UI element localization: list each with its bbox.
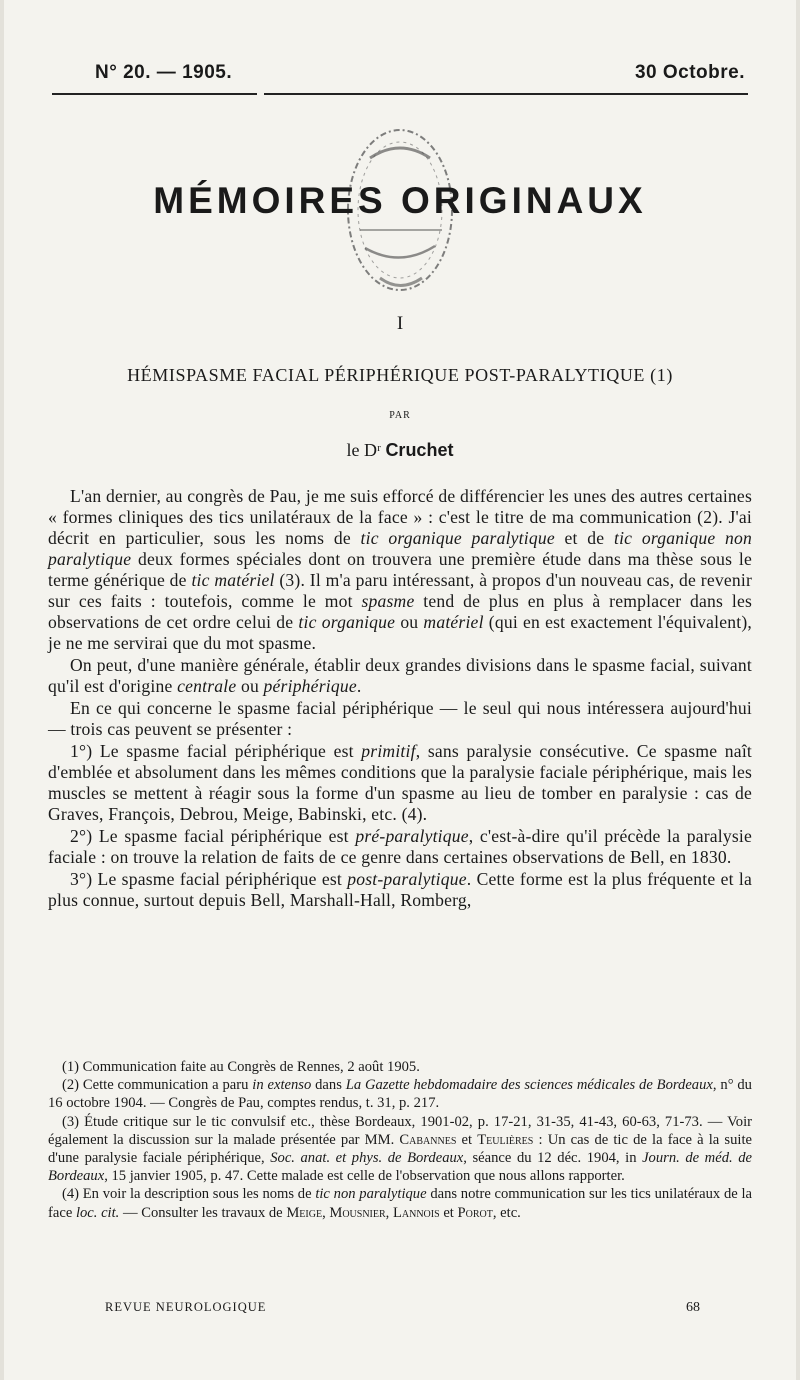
paragraph-4: 1°) Le spasme facial périphérique est primitif, sans paralysie consécutive. Ce spasme naît d'emblée et absolument dans les mêmes conditions que la paralysie faciale périphérique, mais les muscles se mettent à réagir sous la forme d'un spasme au lieu de tomber en paralysie : cas de Graves, François, Debrou, Meige, Babinski, etc. (4).: [48, 741, 752, 824]
article-number: I: [396, 313, 404, 334]
author-prefix: le Dʳ: [346, 440, 381, 460]
running-footer: [105, 1300, 700, 1320]
paragraph-1: L'an dernier, au congrès de Pau, je me suis efforcé de différencier les unes des autres certaines « formes cliniques des tics unilatéraux de la face » : c'est le titre de ma communication (2). J'ai décrit en particulier, sous les noms de tic organique paralytique et de tic organique non paralytique deux formes spéciales dont on trouvera une première étude dans ma thèse sous le terme générique de tic matériel (3). Il m'a paru intéressant, à propos d'un nouveau cas, de revenir sur ces faits : toutefois, comme le mot spasme tend de plus en plus à remplacer dans les observations de cet ordre celui de tic organique ou matériel (qui en est exactement l'équivalent), je ne me servirai que du mot spasme.: [48, 486, 752, 653]
journal-name: REVUE NEUROLOGIQUE: [105, 1300, 267, 1314]
page-number: 68: [686, 1300, 700, 1315]
footnote-3: (3) Étude critique sur le tic convulsif etc., thèse Bordeaux, 1901-02, p. 17-21, 31-35, 41-43, 60-63, 71-73. — Voir également la discussion sur la malade présentée par MM. Cabannes et Teulières : Un cas de tic de la face à la suite d'une paralysie faciale périphérique, Soc. anat. et phys. de Bordeaux, séance du 12 déc. 1904, in Journ. de méd. de Bordeaux, 15 janvier 1905, p. 47. Cette malade est celle de l'observation que nous allons rapporter.: [48, 1113, 752, 1185]
author-line: [0, 440, 800, 461]
paragraph-6: 3°) Le spasme facial périphérique est post-paralytique. Cette forme est la plus fréquente et la plus connue, surtout depuis Bell, Marshall-Hall, Romberg,: [48, 869, 753, 910]
footnote-1: (1) Communication faite au Congrès de Rennes, 2 août 1905.: [62, 1059, 420, 1075]
issue-number: N° 20. — 1905.: [95, 62, 233, 83]
header-rule-left: [52, 93, 257, 95]
article-title: HÉMISPASME FACIAL PÉRIPHÉRIQUE POST-PARALYTIQUE (1): [127, 365, 673, 385]
footnotes: [48, 1058, 752, 1222]
article-body: [48, 486, 752, 911]
paragraph-5: 2°) Le spasme facial périphérique est pré-paralytique, c'est-à-dire qu'il précède la paralysie faciale : on trouve la relation de faits de ce genre dans certaines observations de Bell, en 1830.: [48, 826, 753, 867]
section-title: MÉMOIRES ORIGINAUX: [153, 180, 647, 221]
author-name: Cruchet: [385, 440, 454, 460]
footnote-4: (4) En voir la description sous les noms de tic non paralytique dans notre communication sur les tics unilatéraux de la face loc. cit. — Consulter les travaux de Meige, Mousnier, Lannois et Porot, etc.: [48, 1186, 753, 1221]
paragraph-2: On peut, d'une manière générale, établir deux grandes divisions dans le spasme facial, suivant qu'il est d'origine centrale ou périphérique.: [48, 655, 752, 696]
paragraph-3: En ce qui concerne le spasme facial périphérique — le seul qui nous intéressera aujourd'hui — trois cas peuvent se présenter :: [48, 698, 752, 739]
header-rule-right: [264, 93, 748, 95]
footnote-2: (2) Cette communication a paru in extenso dans La Gazette hebdomadaire des sciences médicales de Bordeaux, n° du 16 octobre 1904. — Congrès de Pau, comptes rendus, t. 31, p. 217.: [48, 1077, 752, 1112]
issue-date: 30 Octobre.: [634, 62, 745, 83]
byline-par: PAR: [389, 410, 411, 421]
running-header: [95, 60, 745, 90]
